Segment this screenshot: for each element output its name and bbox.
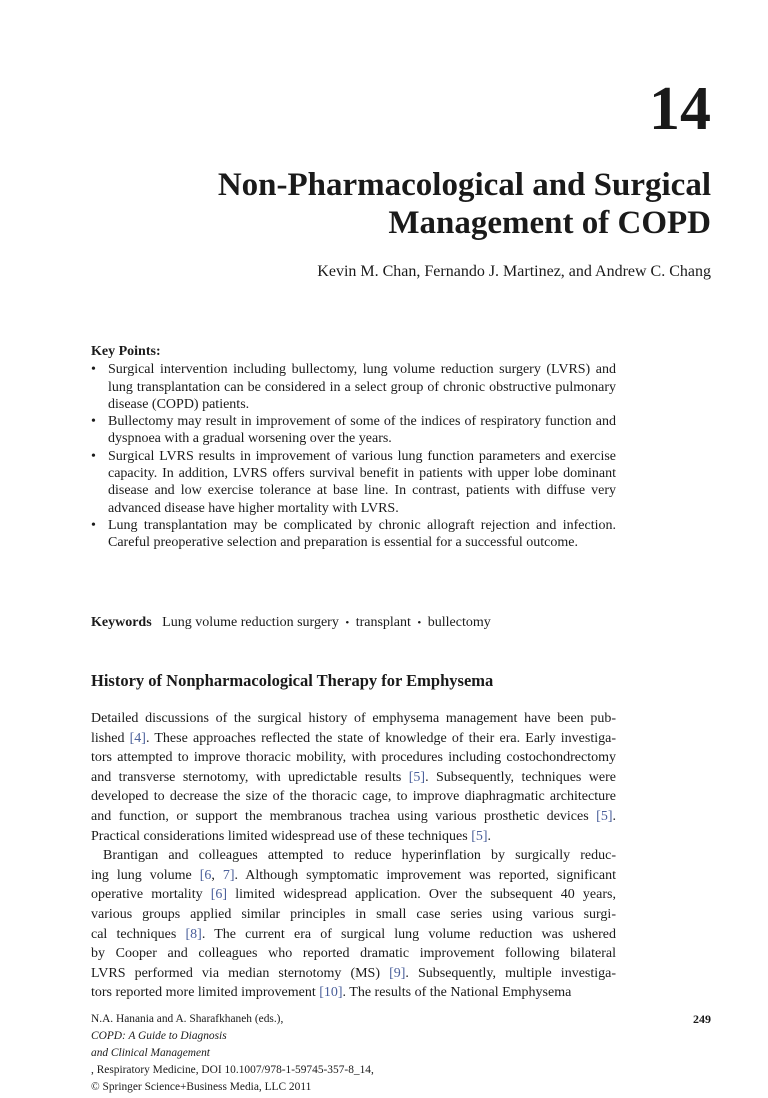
footer-line: © Springer Science+Business Media, LLC 2011 xyxy=(91,1081,312,1093)
body-text-line: by Cooper and colleagues who reported dramatic improvement following bilateral xyxy=(91,946,616,962)
citation-link[interactable]: [5] xyxy=(596,808,613,824)
citation-link[interactable]: [6 xyxy=(199,867,212,883)
body-text-line: developed to decrease the size of the thoracic cage, to improve diaphragmatic architecture xyxy=(91,789,616,805)
body-text-line: Practical considerations limited widespread use of these techniques [5]. xyxy=(91,828,492,844)
body-text-line: LVRS performed via median sternotomy (MS) [9]. Subsequently, multiple investiga- xyxy=(91,965,617,981)
body-text-line: Detailed discussions of the surgical history of emphysema management have been pub- xyxy=(91,711,616,726)
body-text-line: various groups applied similar principles in small case series using various surgi- xyxy=(91,906,616,922)
citation-link[interactable]: [4] xyxy=(129,730,146,746)
citation-link[interactable]: [8] xyxy=(185,926,202,942)
body-text-line: tors attempted to improve thoracic mobility, with procedures including costochondrectomy xyxy=(91,750,616,766)
citation-link[interactable]: [5] xyxy=(408,769,426,785)
keyword-term: bullectomy xyxy=(427,615,491,630)
body-text-line: and function, or support the membranous trachea using various prosthetic devices [5]. xyxy=(91,808,616,824)
body-text-line: Brantigan and colleagues attempted to reduce hyperinflation by surgically reduc- xyxy=(103,848,616,864)
chapter-authors: Kevin M. Chan, Fernando J. Martinez, and Andrew C. Chang xyxy=(317,263,711,280)
body-text-line: tors reported more limited improvement [10]. The results of the National Emphysema xyxy=(91,985,572,1001)
keyword-term: Lung volume reduction surgery xyxy=(162,615,339,630)
citation-link[interactable]: [9] xyxy=(389,965,406,981)
chapter-title-line: Non-Pharmacological and Surgical xyxy=(217,167,711,203)
key-points-heading: Key Points: xyxy=(91,344,161,359)
key-points-list xyxy=(91,361,616,551)
key-point-item: • Bullectomy may result in improvement of some of the indices of respiratory function and dyspnoea with a gradual worsening over the years. xyxy=(91,413,616,448)
footer-line: N.A. Hanania and A. Sharafkhaneh (eds.), COPD: A Guide to Diagnosis xyxy=(91,1013,284,1042)
key-points-box xyxy=(91,343,616,552)
keywords-label: Keywords xyxy=(91,615,152,630)
citation-link[interactable]: [6] xyxy=(210,887,228,903)
body-text-line: and transverse sternotomy, with upredictable results [5]. Subsequently, techniques were xyxy=(91,769,616,785)
body-text-line: operative mortality [6] limited widespread application. Over the subsequent 40 years, xyxy=(91,887,616,903)
section-heading: History of Nonpharmacological Therapy for Emphysema xyxy=(91,671,494,690)
keyword-separator: • xyxy=(417,617,422,629)
citation-link[interactable]: [5] xyxy=(471,828,488,844)
footer-line: and Clinical Management , Respiratory Medicine, DOI 10.1007/978-1-59745-357-8_14, xyxy=(91,1047,374,1076)
section-body xyxy=(91,709,616,1003)
body-text-line: cal techniques [8]. The current era of surgical lung volume reduction was ushered xyxy=(91,926,616,942)
chapter-title-line: Management of COPD xyxy=(388,205,711,241)
keywords-line xyxy=(91,614,616,632)
chapter-title xyxy=(111,166,711,242)
page-number: 249 xyxy=(693,1012,711,1026)
chapter-number: 14 xyxy=(649,75,711,143)
key-point-item: • Surgical LVRS results in improvement of various lung function parameters and exercise capacity. In addition, LVRS offers survival benefit in patients with upper lobe dominant disease and low exercise tolerance at base line. In contrast, patients with diffuse very advanced disease have higher mortality with LVRS. xyxy=(91,448,616,517)
citation-link[interactable]: [10] xyxy=(319,985,343,1001)
body-text-line: lished [4]. These approaches reflected the state of knowledge of their era. Early investiga- xyxy=(91,730,616,746)
keyword-term: transplant xyxy=(355,615,411,630)
key-point-item: • Surgical intervention including bullectomy, lung volume reduction surgery (LVRS) and lung transplantation can be considered in a select group of chronic obstructive pulmonary disease (COPD) patients. xyxy=(91,361,616,413)
keyword-separator: • xyxy=(345,617,350,629)
citation-link[interactable]: 7] xyxy=(222,867,235,883)
key-point-item: • Lung transplantation may be complicated by chronic allograft rejection and infection. Careful preoperative selection and preparation is essential for a successful outcome. xyxy=(91,517,616,552)
footer-citation xyxy=(91,1011,616,1096)
body-text-line: ing lung volume [6, 7]. Although symptomatic improvement was reported, significant xyxy=(91,867,616,883)
